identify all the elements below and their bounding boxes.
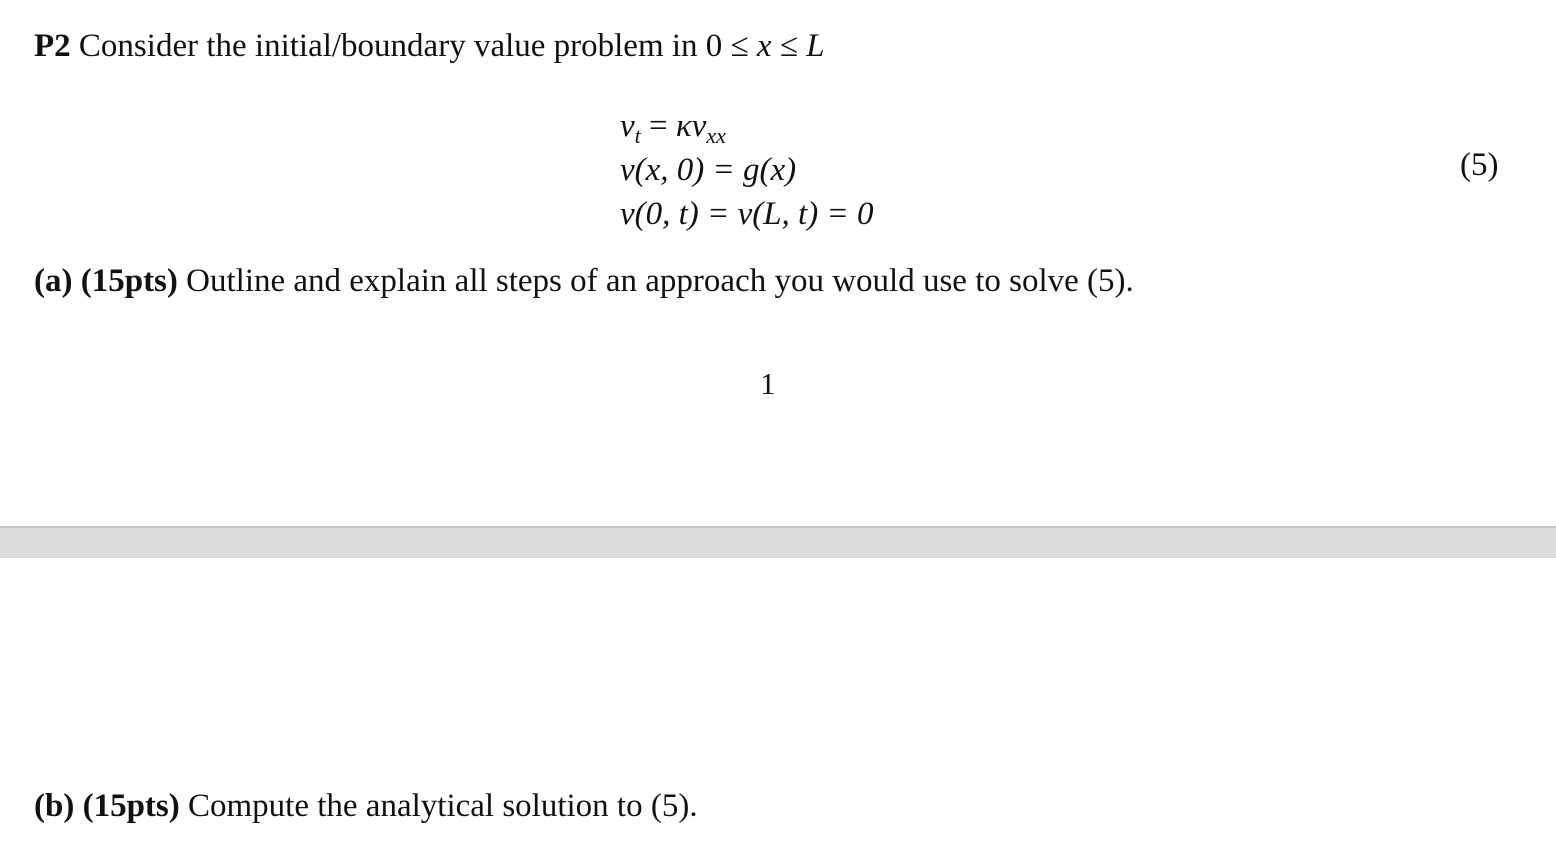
boundary-condition: v(0, t) = v(L, t) = 0 [620,196,874,232]
domain-lower: 0 [705,28,723,64]
part-b [34,784,698,828]
le-symbol-1: ≤ [730,28,749,64]
pde-equation: $v_t = \kappa v_{xx}$ [620,108,726,148]
problem-statement [34,24,825,68]
page-separator [0,526,1556,558]
problem-text: Consider the initial/boundary value problem in [78,28,698,64]
part-b-text: Compute the analytical solution to (5). [188,788,698,824]
domain-upper: L [806,28,825,64]
part-a [34,259,1134,303]
page-number: 1 [760,366,776,401]
le-symbol-2: ≤ [779,28,798,64]
initial-condition: v(x, 0) = g(x) [620,152,797,188]
part-b-label: (b) (15pts) [34,788,180,824]
equation-number: (5) [1460,147,1499,183]
equation-system [620,104,873,236]
domain-var: x [756,28,772,64]
problem-label: P2 [34,28,71,64]
part-a-text: Outline and explain all steps of an approach you would use to solve (5). [186,263,1134,299]
part-a-label: (a) (15pts) [34,263,178,299]
